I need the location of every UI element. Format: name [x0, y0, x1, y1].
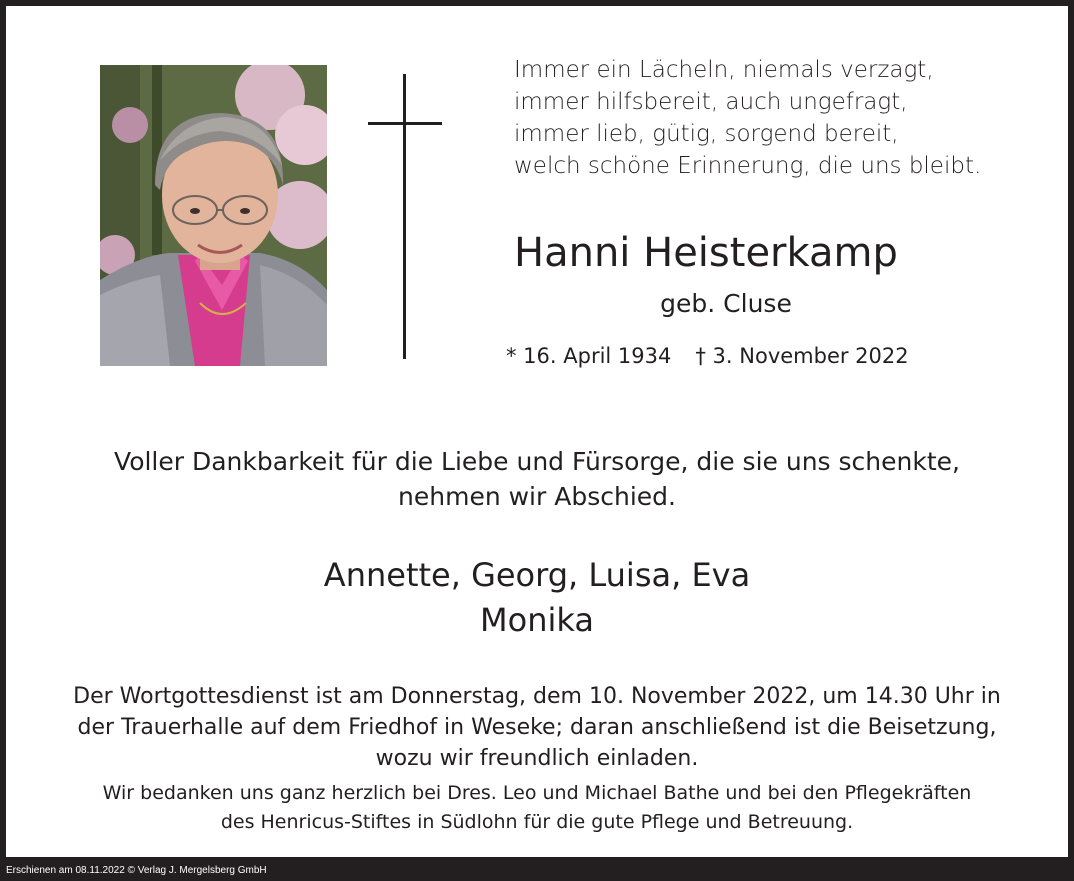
deceased-name: Hanni Heisterkamp	[514, 230, 898, 276]
poem-line: immer hilfsbereit, auch ungefragt,	[514, 89, 908, 115]
cross-icon	[403, 74, 406, 359]
service-line: der Trauerhalle auf dem Friedhof in Weseke; daran anschließend ist die Beisetzung,	[77, 715, 997, 740]
family-line: Monika	[480, 601, 594, 639]
publication-footer: Erschienen am 08.11.2022 © Verlag J. Mergelsberg GmbH	[6, 865, 267, 876]
cross-icon-bar	[368, 122, 442, 125]
service-announcement	[6, 681, 1068, 774]
memorial-poem	[514, 54, 1054, 182]
service-line: Der Wortgottesdienst ist am Donnerstag, dem 10. November 2022, um 14.30 Uhr in	[73, 684, 1001, 709]
portrait-photo	[100, 65, 327, 366]
birth-name: geb. Cluse	[660, 289, 792, 318]
portrait-photo-drawing	[100, 65, 327, 366]
life-dates	[506, 344, 946, 368]
acknowledgement-text	[6, 779, 1068, 837]
thanks-text	[6, 444, 1068, 514]
thanks-line: Voller Dankbarkeit für die Liebe und Fürsorge, die sie uns schenkte,	[114, 447, 960, 476]
family-names	[6, 553, 1068, 643]
death-date: † 3. November 2022	[695, 344, 909, 368]
thanks-line: nehmen wir Abschied.	[398, 482, 676, 511]
acknowledgement-line: Wir bedanken uns ganz herzlich bei Dres. Leo und Michael Bathe und bei den Pflegekräften	[102, 782, 972, 804]
poem-line: welch schöne Erinnerung, die uns bleibt.	[514, 153, 982, 179]
birth-date: * 16. April 1934	[506, 344, 672, 368]
family-line: Annette, Georg, Luisa, Eva	[323, 556, 751, 594]
acknowledgement-line: des Henricus-Stiftes in Südlohn für die gute Pflege und Betreuung.	[220, 811, 854, 833]
obituary-card	[6, 6, 1068, 857]
poem-line: Immer ein Lächeln, niemals verzagt,	[514, 57, 934, 83]
service-line: wozu wir freundlich einladen.	[375, 746, 699, 771]
poem-line: immer lieb, gütig, sorgend bereit,	[514, 121, 899, 147]
